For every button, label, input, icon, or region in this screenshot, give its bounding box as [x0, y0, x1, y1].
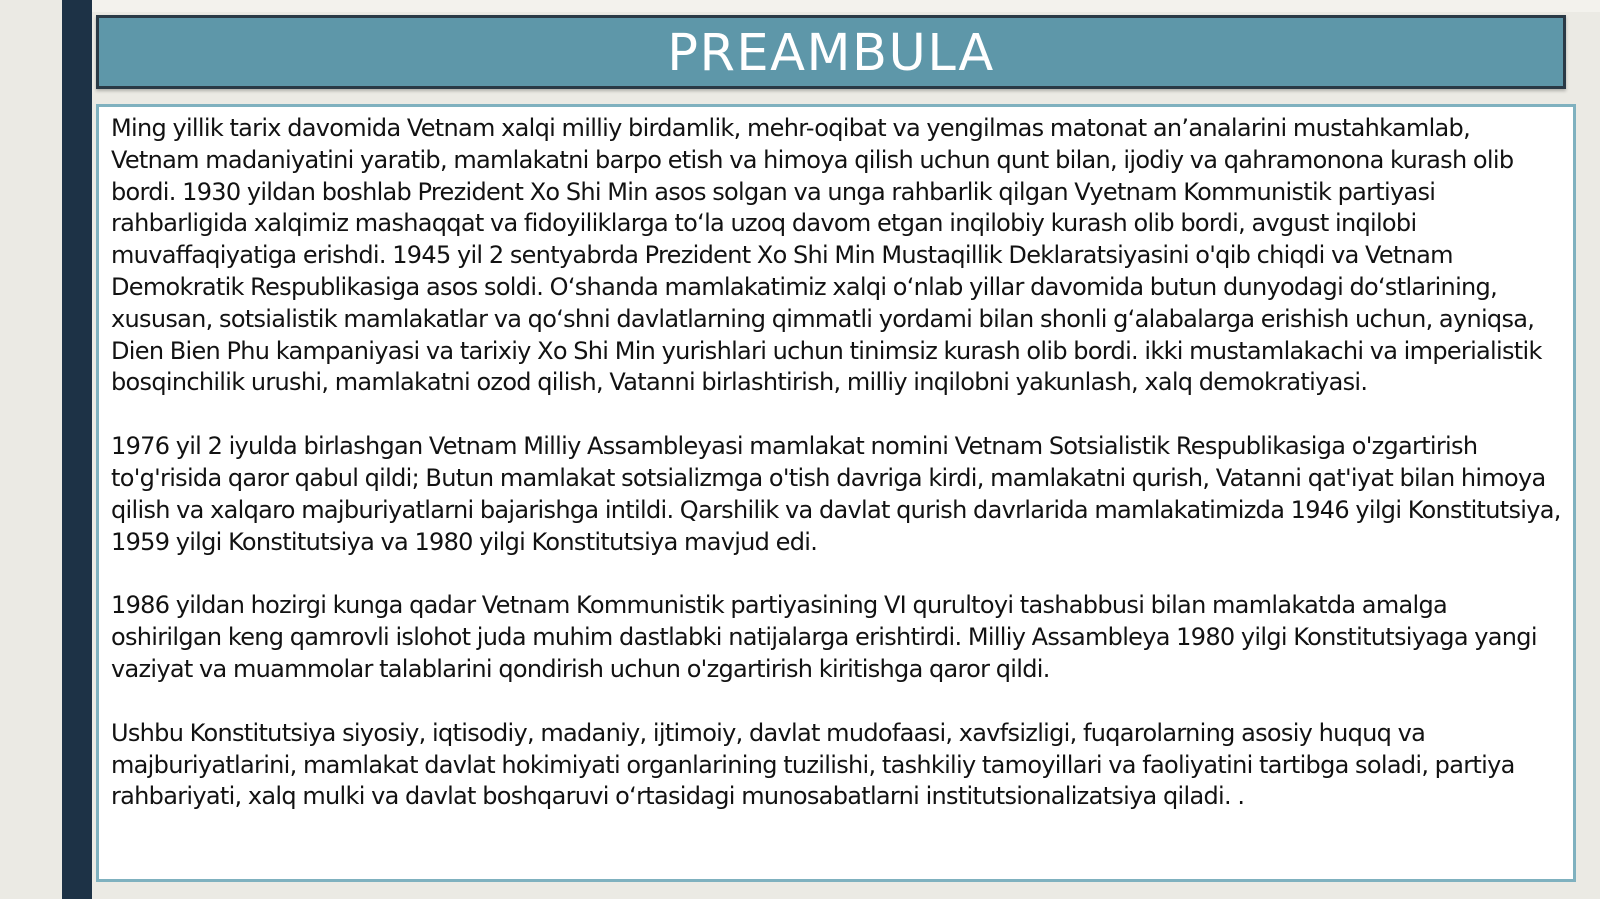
paragraph-1: Ming yillik tarix davomida Vetnam xalqi milliy birdamlik, mehr-oqibat va yengilmas matonat an’analarini mustahkamlab, Vetnam madaniyatini yaratib, mamlakatni barpo etish va himoya qilish uchun qunt bilan, ijodiy va qahramonona kurash olib bordi. 1930 yildan boshlab Prezident Xo Shi Min asos solgan va unga rahbarlik qilgan Vyetnam Kommunistik partiyasi rahbarligida xalqimiz mashaqqat va fidoyiliklarga to‘la uzoq davom etgan inqilobiy kurash olib bordi, avgust inqilobi muvaffaqiyatiga erishdi. 1945 yil 2 sentyabrda Prezident Xo Shi Min Mustaqillik Deklaratsiyasini o'qib chiqdi va Vetnam Demokratik Respublikasiga asos soldi. O‘shanda mamlakatimiz xalqi o‘nlab yillar davomida butun dunyodagi do‘stlarining, xususan, sotsialistik mamlakatlar va qo‘shni davlatlarning qimmatli yordami bilan shonli g‘alabalarga erishish uchun, ayniqsa, Dien Bien Phu kampaniyasi va tarixiy Xo Shi Min yurishlari uchun tinimsiz kurash olib bordi. ikki mustamlakachi va imperialistik bosqinchilik urushi, mamlakatni ozod qilish, Vatanni birlashtirish, milliy inqilobni yakunlash, xalq demokratiyasi. — [111, 114, 1542, 397]
left-accent-bar — [62, 0, 92, 899]
content-text-box — [96, 104, 1576, 882]
paragraph-4: Ushbu Konstitutsiya siyosiy, iqtisodiy, madaniy, ijtimoiy, davlat mudofaasi, xavfsizligi, fuqarolarning asosiy huquq va majburiyatlarini, mamlakat davlat hokimiyati organlarining tuzilishi, tashkiliy tamoyillari va faoliyatini tartibga soladi, partiya rahbariyati, xalq mulki va davlat boshqaruvi o‘rtasidagi munosabatlarni institutsionalizatsiya qiladi. . — [111, 718, 1515, 811]
top-edge-strip — [92, 0, 1600, 12]
paragraph-2: 1976 yil 2 iyulda birlashgan Vetnam Milliy Assambleyasi mamlakat nomini Vetnam Sotsialistik Respublikasiga o'zgartirish to'g'risida qaror qabul qildi; Butun mamlakat sotsializmga o'tish davriga kirdi, mamlakatni qurish, Vatanni qat'iyat bilan himoya qilish va xalqaro majburiyatlarni bajarishga intildi. Qarshilik va davlat qurish davrlarida mamlakatimizda 1946 yilgi Konstitutsiya, 1959 yilgi Konstitutsiya va 1980 yilgi Konstitutsiya mavjud edi. — [111, 432, 1561, 556]
paragraph-3: 1986 yildan hozirgi kunga qadar Vetnam Kommunistik partiyasining VI qurultoyi tashabbusi bilan mamlakatda amalga oshirilgan keng qamrovli islohot juda muhim dastlabki natijalarga erishtirdi. Milliy Assambleya 1980 yilgi Konstitutsiyaga yangi vaziyat va muammolar talablarini qondirish uchun o'zgartirish kiritishga qaror qildi. — [111, 591, 1537, 683]
slide-title: PREAMBULA — [667, 23, 995, 83]
title-banner — [96, 15, 1566, 89]
